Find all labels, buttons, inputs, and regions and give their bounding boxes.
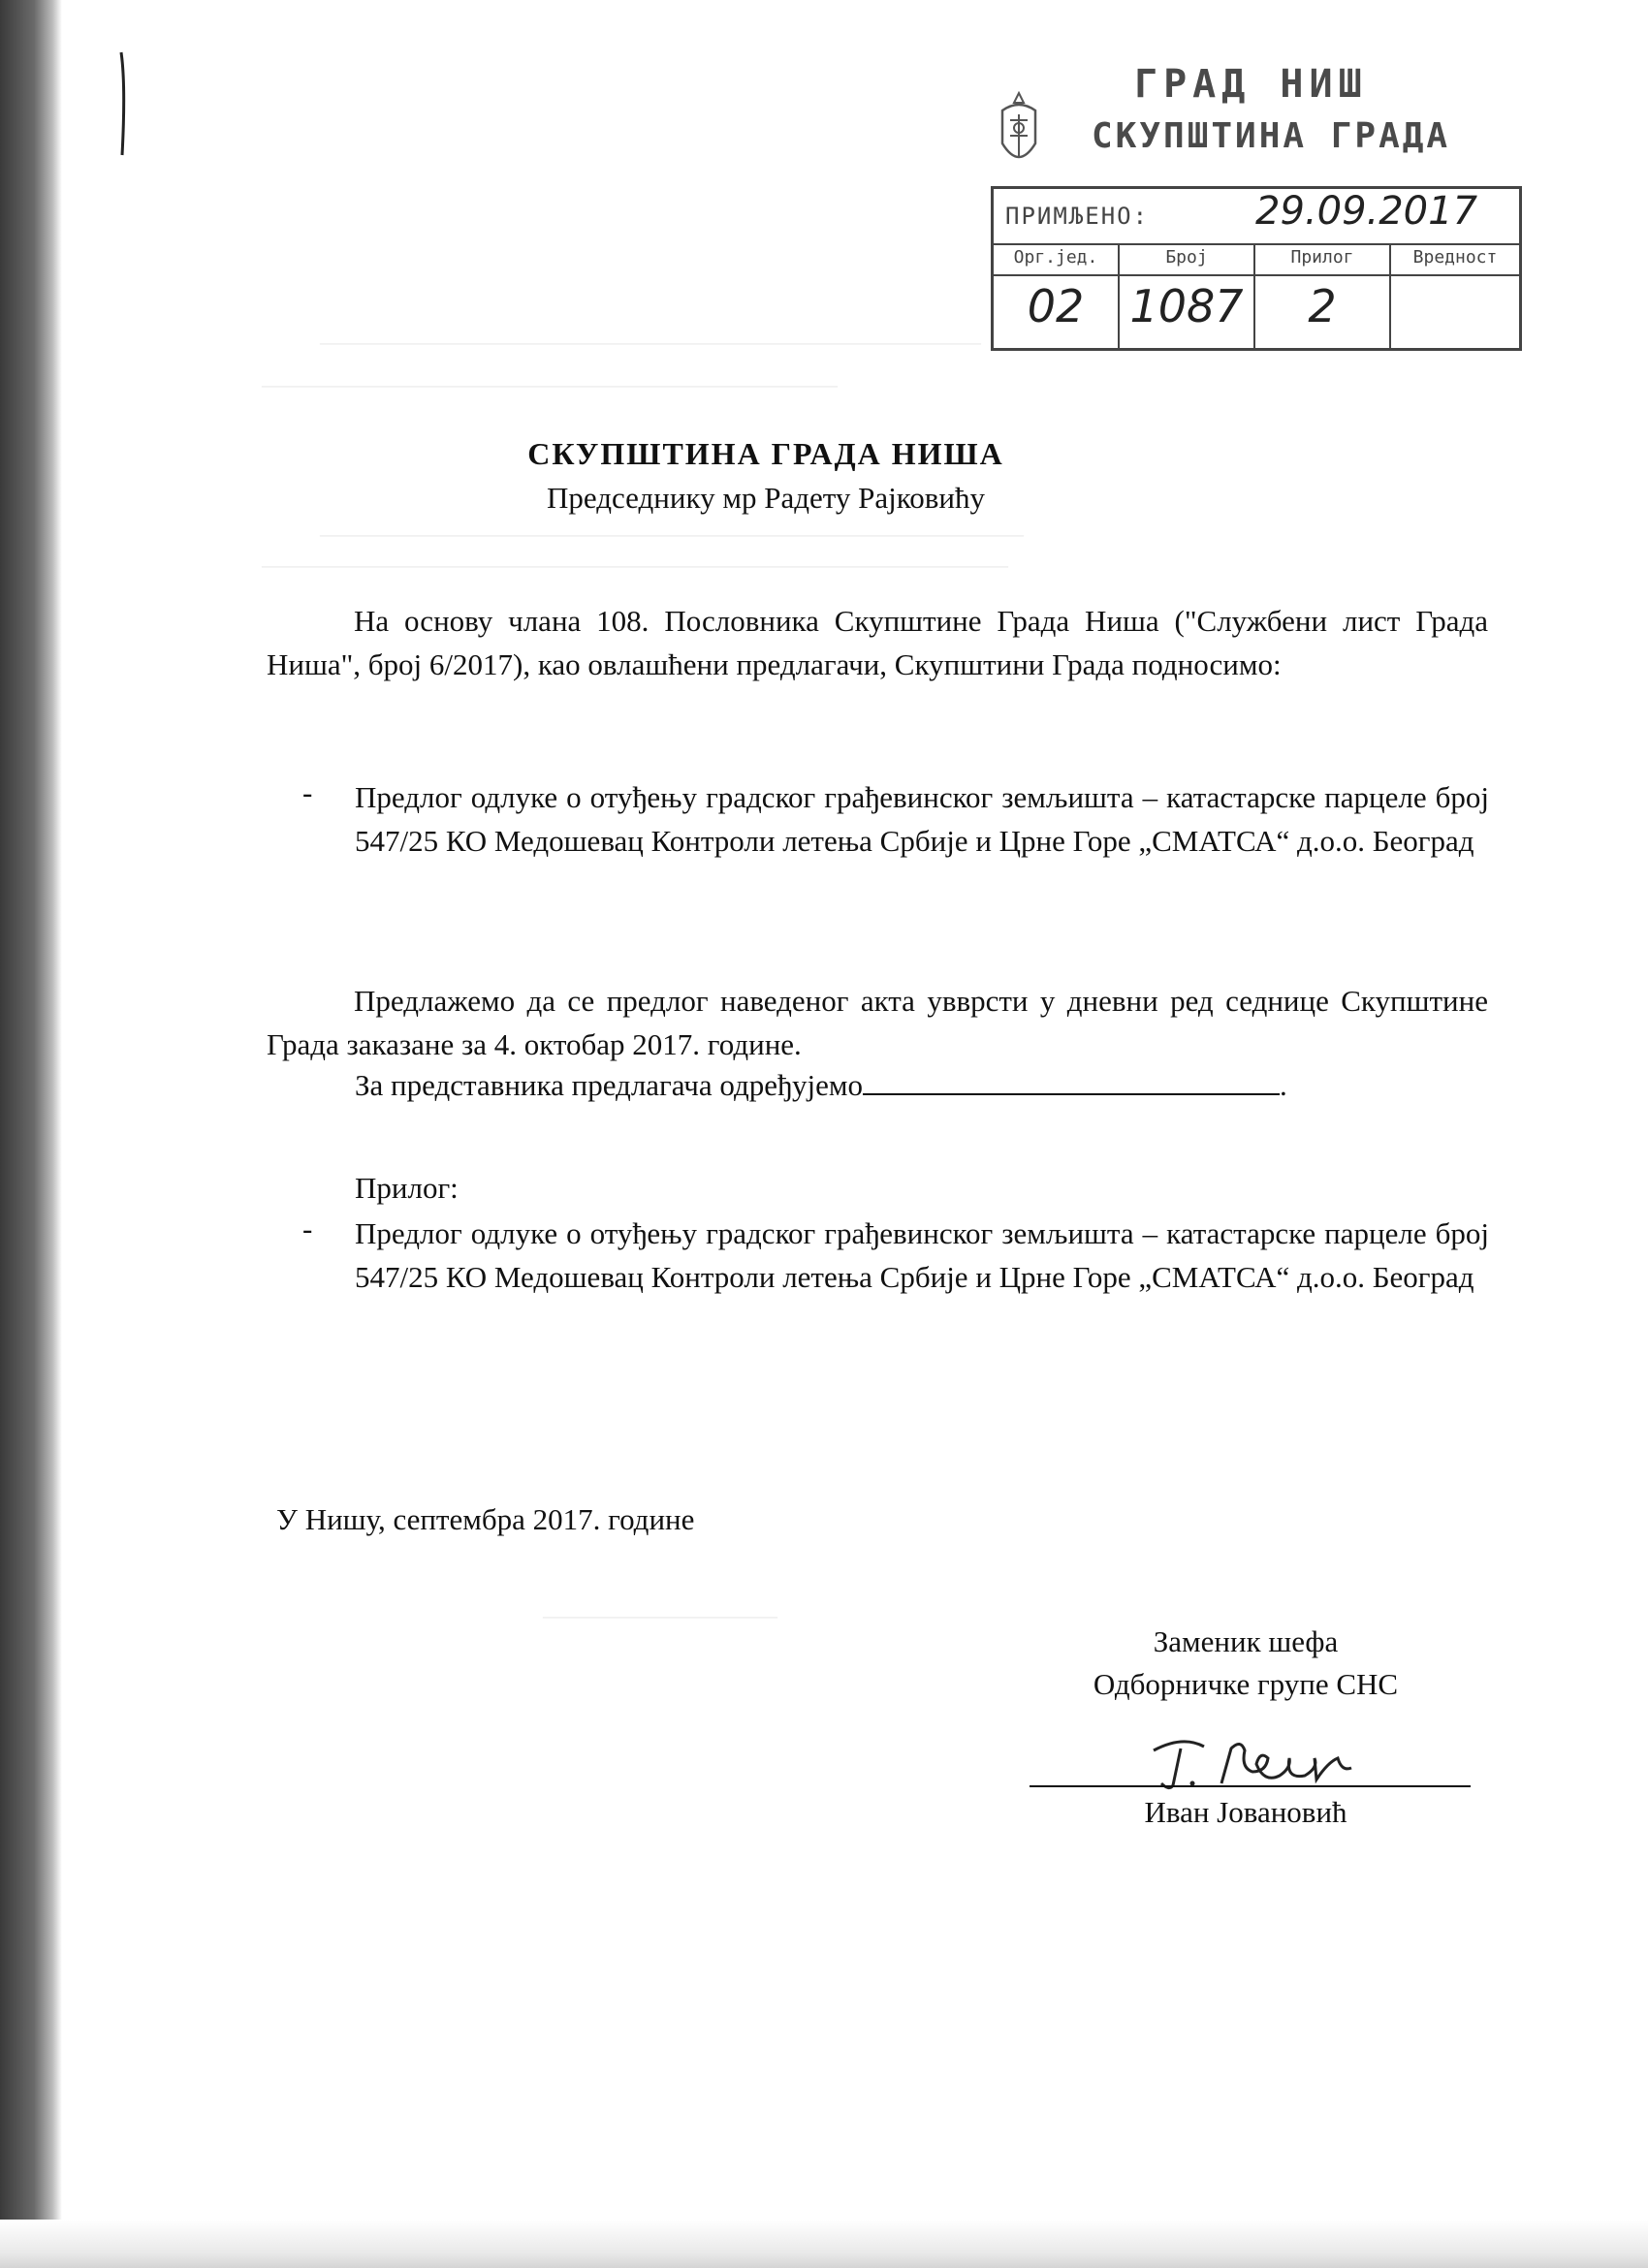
- proposal-bullet-dash: -: [302, 775, 313, 809]
- stamp-fields-grid: [994, 243, 1519, 348]
- stamp-header-value: Вредност: [1391, 247, 1519, 276]
- proposal-item: Предлог одлуке о отуђењу градског грађевинског земљишта – катастарске парцеле број 547/25 КО Медошевац Контроли летења Србије и Црне Горе „СМАТСА“ д.о.о. Београд: [355, 780, 1489, 858]
- stamp-cell-attachment: [1255, 243, 1391, 348]
- registry-stamp-box: [991, 186, 1522, 351]
- place-and-date: У Нишу, септембра 2017. године: [276, 1502, 695, 1536]
- attachment-bullet-dash: -: [302, 1212, 313, 1245]
- stamp-value-number: 1087: [1129, 280, 1244, 332]
- stamp-value-org-unit: 02: [1027, 280, 1085, 332]
- representative-blank-field: [863, 1068, 1280, 1095]
- stamp-value-attachment: 2: [1308, 280, 1337, 332]
- signatory-role-line-2: Одборничке групе СНС: [1093, 1667, 1399, 1701]
- stamp-received-date: 29.09.2017: [1255, 189, 1478, 234]
- stamp-header-attachment: Прилог: [1255, 247, 1389, 276]
- stamp-header-number: Број: [1120, 247, 1253, 276]
- stamp-cell-value: [1391, 243, 1519, 348]
- stamp-header-org-unit: Орг.јед.: [994, 247, 1118, 276]
- stamp-cell-org-unit: [994, 243, 1120, 348]
- stamp-body: СКУПШТИНА ГРАДА: [1092, 116, 1451, 156]
- document-addressee: Председнику мр Радету Рајковићу: [547, 481, 985, 515]
- intro-paragraph: На основу члана 108. Пословника Скупштине Града Ниша ("Службени лист Града Ниша", број 6/2017), као овлашћени предлагачи, Скупштини Града подносимо:: [267, 604, 1488, 681]
- stamp-city: ГРАД НИШ: [1134, 62, 1368, 107]
- stamp-cell-number: [1120, 243, 1255, 348]
- representative-end: .: [1280, 1068, 1287, 1102]
- representative-label: За представника предлагача одређујемо: [355, 1068, 863, 1102]
- attachment-item: Предлог одлуке о отуђењу градског грађевинског земљишта – катастарске парцеле број 547/25 КО Медошевац Контроли летења Србије и Црне Горе „СМАТСА“ д.о.о. Београд: [355, 1216, 1489, 1294]
- attachment-label: Прилог:: [355, 1171, 459, 1205]
- agenda-request-paragraph: Предлажемо да се предлог наведеног акта увврсти у дневни ред седнице Скупштине Града заказане за 4. oктобар 2017. године.: [267, 984, 1488, 1061]
- document-title: СКУПШТИНА ГРАДА НИША: [527, 436, 1004, 471]
- representative-line: [355, 1068, 1287, 1103]
- scan-bottom-edge: [0, 2220, 1648, 2268]
- stamp-received-label: ПРИМЉЕНО:: [1005, 203, 1150, 230]
- stamp-received-row: [994, 189, 1519, 245]
- scan-left-edge: [0, 0, 62, 2268]
- bleed-through-texture: ——————————————————————————————— ——————————————————————————— ————————————————————————————————— ——————————————————————————————————— ———————————: [262, 330, 1024, 1627]
- coat-of-arms-icon: [991, 89, 1047, 176]
- signature-line: [1030, 1785, 1471, 1787]
- handwritten-tick-mark: [118, 50, 128, 157]
- signatory-name: Иван Јовановић: [1144, 1795, 1347, 1829]
- signatory-role-line-1: Заменик шефа: [1153, 1624, 1339, 1658]
